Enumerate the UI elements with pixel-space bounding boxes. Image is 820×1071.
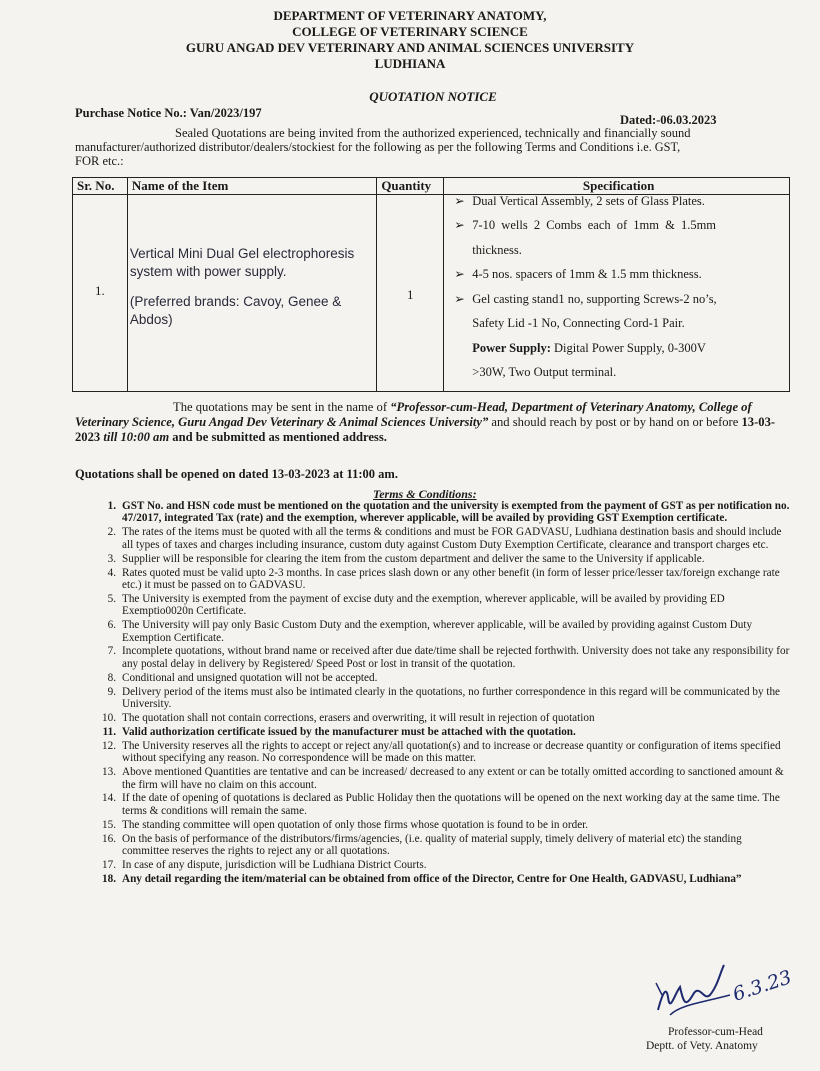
terms-title: Terms & Conditions: — [373, 487, 477, 501]
term-item — [90, 686, 790, 711]
term-item — [90, 593, 790, 618]
spec-item: ➢ 4-5 nos. spacers of 1mm & 1.5 mm thickness. — [454, 262, 789, 287]
term-text: The quotation shall not contain corrections, erasers and overwriting, it will result in rejection of quotation — [122, 712, 595, 724]
term-text: GST No. and HSN code must be mentioned on the quotation and the university is exempted from the payment of GST as per notification no. 47/2017, integrated Tax (rate) and the exemption, wherever applicable, will be availed by providing GST Exemption certificate. — [122, 500, 790, 525]
term-item — [90, 672, 790, 684]
term-item — [90, 500, 790, 525]
term-text: If the date of opening of quotations is declared as Public Holiday then the quotations will be opened on the next working day at the same time. The terms & conditions will remain the same. — [122, 792, 780, 817]
term-number: 6. — [107, 619, 116, 632]
term-item — [90, 833, 790, 858]
term-item — [90, 567, 790, 592]
term-text: Delivery period of the items must also be intimated clearly in the quotations, no further correspondence in this regard will be communicated by the University. — [122, 685, 781, 711]
intro-line-3: FOR etc.: — [75, 154, 124, 168]
term-text: On the basis of performance of the distributors/firms/agencies, (i.e. quality of material supply, timely delivery of material etc) the standing committee reserves the rights to reject any or all quotations. — [122, 832, 742, 858]
cell-item-name — [127, 195, 376, 392]
col-header-specification: Specification — [444, 178, 790, 195]
term-number: 18. — [102, 872, 116, 885]
term-number: 13. — [102, 766, 116, 779]
term-number: 11. — [102, 725, 116, 738]
term-item — [90, 553, 790, 565]
term-text: The University is exempted from the payment of excise duty and the exemption, wherever applicable, will be availed by providing ED Exemptio0020n Certificate. — [122, 592, 725, 618]
term-text: The University reserves all the rights to accept or reject any/all quotation(s) and to increase or decrease quantity or configuration of items specified without specifying any reason. No correspondence will be made on this matter. — [122, 739, 781, 765]
spec-item-continued: >30W, Two Output terminal. — [472, 365, 617, 379]
spec-power-supply: Power Supply: Digital Power Supply, 0-300V — [472, 340, 706, 355]
item-name-line-2: system with power supply. — [129, 264, 287, 279]
term-item — [90, 619, 790, 644]
spec-item: ➢ Dual Vertical Assembly, 2 sets of Glass Plates. — [454, 191, 789, 211]
term-text: Rates quoted must be valid upto 2-3 months. In case prices slash down or any other benefit (in form of lesser price/lesser tax/foreign exchange rate etc.) it must be passed on to GADVASU. — [122, 566, 780, 591]
term-number: 7. — [107, 645, 116, 658]
cell-quantity: 1 — [377, 195, 444, 392]
term-text: The rates of the items must be quoted with all the terms & conditions and must be FOR GADVASU, Ludhiana destination basis and should include all types of taxes and charges including insurance, custom duty against Custom Duty Exemption Certificate, clearance and transport charges etc. — [122, 526, 782, 551]
header-line-university: GURU ANGAD DEV VETERINARY AND ANIMAL SCIENCES UNIVERSITY — [185, 40, 635, 55]
spec-item-continued: Safety Lid -1 No, Connecting Cord-1 Pair. — [472, 316, 685, 330]
term-item — [90, 526, 790, 551]
term-item — [90, 726, 790, 738]
col-header-sr: Sr. No. — [73, 178, 128, 195]
term-text: Supplier will be responsible for clearing the item from the custom department and deliver the same to the University if applicable. — [122, 552, 705, 565]
notice-title: QUOTATION NOTICE — [369, 89, 497, 104]
preferred-brands-line-1: (Preferred brands: Cavoy, Genee & — [129, 294, 342, 309]
items-table — [72, 177, 790, 392]
signatory-department: Deptt. of Vety. Anatomy — [646, 1040, 758, 1052]
term-item — [90, 859, 790, 871]
term-number: 4. — [107, 566, 116, 579]
spec-item: ➢ 7-10 wells 2 Combs each of 1mm & 1.5mm — [454, 213, 789, 238]
term-item — [90, 792, 790, 817]
header-line-college: COLLEGE OF VETERINARY SCIENCE — [292, 24, 528, 39]
term-item — [90, 873, 790, 885]
term-text: Above mentioned Quantities are tentative and can be increased/ decreased to any extent or can be totally omitted according to sanctioned amount & the firm will have no claim on this account. — [122, 766, 784, 791]
term-number: 16. — [102, 832, 116, 845]
col-header-quantity: Quantity — [377, 178, 444, 195]
arrow-bullet-icon: ➢ — [454, 267, 465, 281]
intro-line-1: Sealed Quotations are being invited from the authorized experienced, technically and financially sound — [175, 126, 691, 140]
term-text: The University will pay only Basic Custom Duty and the exemption, wherever applicable, will be availed by providing against Custom Duty Exemption Certificate. — [122, 619, 753, 644]
term-number: 2. — [107, 526, 116, 539]
handwritten-date: 6.3.23 — [730, 966, 795, 1006]
cell-sr-no: 1. — [73, 195, 128, 392]
term-number: 15. — [102, 818, 116, 831]
term-number: 10. — [102, 712, 116, 724]
term-number: 3. — [107, 552, 116, 565]
term-number: 1. — [107, 500, 116, 512]
terms-list — [90, 500, 790, 887]
header-line-city: LUDHIANA — [374, 56, 446, 71]
signatory-title: Professor-cum-Head — [668, 1026, 763, 1038]
term-item — [90, 645, 790, 670]
address-paragraph: The quotations may be sent in the name of “Professor-cum-Head, Department of Veterinary Anatomy, College of Veterinary Science, Guru Angad Dev Veterinary & Animal Sciences University” and should reach by post or by hand on or before 13-03-2023 till 10:00 am and be submitted as mentioned address. — [75, 400, 776, 444]
notice-date: Dated:-06.03.2023 — [620, 113, 717, 127]
cell-specification — [444, 195, 790, 392]
col-header-item-name: Name of the Item — [127, 178, 376, 195]
preferred-brands-line-2: Abdos) — [129, 312, 173, 327]
item-name-line-1: Vertical Mini Dual Gel electrophoresis — [129, 246, 355, 261]
spec-item: ➢ Gel casting stand1 no, supporting Screws-2 no’s, — [454, 287, 789, 312]
spec-item-continued: thickness. — [472, 242, 522, 257]
term-item — [90, 819, 790, 831]
arrow-bullet-icon: ➢ — [454, 194, 465, 208]
term-item — [90, 712, 790, 724]
arrow-bullet-icon: ➢ — [454, 291, 465, 306]
term-text: In case of any dispute, jurisdiction will be Ludhiana District Courts. — [122, 858, 427, 871]
term-number: 12. — [102, 739, 116, 752]
term-text: Valid authorization certificate issued by the manufacturer must be attached with the quotation. — [122, 725, 576, 738]
term-number: 8. — [107, 671, 116, 684]
term-text: Conditional and unsigned quotation will not be accepted. — [122, 671, 378, 684]
opening-date-note: Quotations shall be opened on dated 13-03-2023 at 11:00 am. — [75, 467, 398, 481]
header-line-department: DEPARTMENT OF VETERINARY ANATOMY, — [273, 8, 547, 23]
term-number: 14. — [102, 792, 116, 805]
arrow-bullet-icon: ➢ — [454, 218, 465, 232]
table-row — [73, 195, 790, 392]
term-text: Incomplete quotations, without brand name or received after due date/time shall be rejected forthwith. University does not take any responsibility for any postal delay in delivery by Registered/ Speed Post or lost in transit of the quotation. — [122, 645, 790, 670]
term-text: Any detail regarding the item/material can be obtained from office of the Director, Centre for One Health, GADVASU, Ludhiana” — [122, 872, 742, 885]
signature-scribble — [640, 955, 800, 1035]
intro-line-2: manufacturer/authorized distributor/dealers/stockiest for the following as per the following Terms and Conditions i.e. GST, — [75, 140, 681, 154]
term-item — [90, 766, 790, 791]
term-number: 9. — [107, 685, 116, 698]
term-number: 5. — [107, 592, 116, 605]
term-item — [90, 740, 790, 765]
term-number: 17. — [102, 858, 116, 871]
term-text: The standing committee will open quotation of only those firms whose quotation is found to be in order. — [122, 818, 589, 831]
purchase-notice-number: Purchase Notice No.: Van/2023/197 — [75, 106, 262, 120]
